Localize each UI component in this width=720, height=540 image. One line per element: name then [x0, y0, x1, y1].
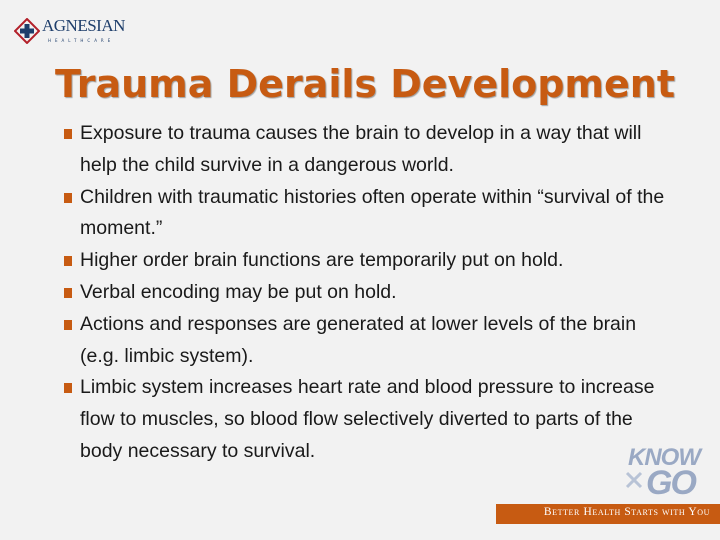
bullet-text: Children with traumatic histories often operate within “survival of the moment.” [80, 185, 665, 240]
bullet-item [64, 277, 670, 309]
bullet-list [64, 118, 670, 468]
bullet-marker-icon [64, 129, 72, 139]
know-go-logo [622, 444, 710, 504]
bullet-item [64, 118, 670, 182]
bullet-item [64, 372, 670, 467]
bullet-marker-icon [64, 383, 72, 393]
bullet-marker-icon [64, 288, 72, 298]
know-go-logo-know: KNOW [628, 444, 700, 471]
bullet-text: Verbal encoding may be put on hold. [80, 280, 397, 303]
slide-title: Trauma Derails Development [54, 62, 676, 106]
logo-subtitle: HEALTHCARE [48, 38, 115, 43]
know-go-logo-go: GO [646, 464, 695, 502]
bullet-marker-icon [64, 320, 72, 330]
footer-tagline: Better Health Starts with You [543, 506, 710, 518]
bullet-text: Actions and responses are generated at lower levels of the brain (e.g. limbic system). [80, 312, 637, 367]
bullet-text: Exposure to trauma causes the brain to develop in a way that will help the child survive in a dangerous world. [80, 122, 642, 176]
bullet-item [64, 182, 670, 246]
x-mark-icon [624, 470, 644, 490]
agnesian-logo [14, 12, 124, 48]
cross-icon [14, 18, 40, 44]
logo-name: AGNESIAN [42, 16, 125, 35]
bullet-item [64, 245, 670, 277]
bullet-marker-icon [64, 256, 72, 266]
bullet-text: Higher order brain functions are temporarily put on hold. [80, 249, 564, 272]
bullet-item [64, 309, 670, 373]
bullet-text: Limbic system increases heart rate and blood pressure to increase flow to muscles, so blood flow selectively diverted to parts of the body necessary to survival. [80, 376, 655, 462]
bullet-marker-icon [64, 193, 72, 203]
